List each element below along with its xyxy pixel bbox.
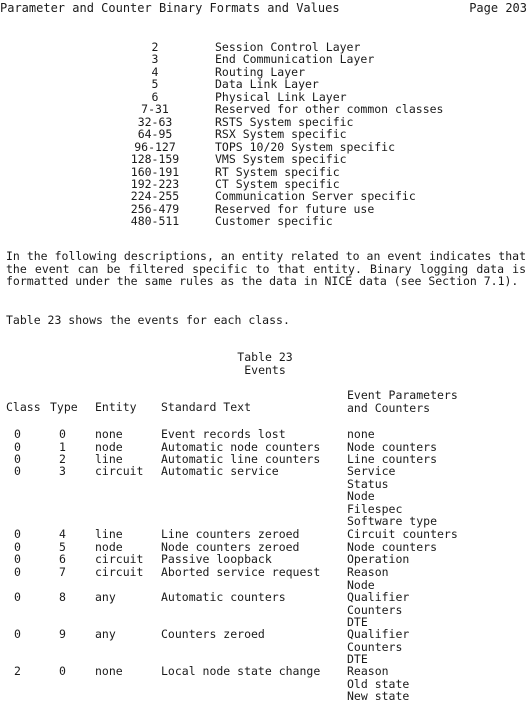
cell-parameter: Old state <box>347 676 410 691</box>
cell-class: 0 <box>14 452 21 466</box>
class-range: 192-223 <box>130 176 180 191</box>
table-row <box>0 590 531 629</box>
cell-standard-text: Line counters zeroed <box>161 527 300 541</box>
cell-parameter: Counters <box>347 602 403 617</box>
cell-entity: any <box>95 590 116 604</box>
cell-parameter: Counters <box>347 639 403 654</box>
cell-type: 0 <box>59 427 66 441</box>
cell-class: 2 <box>14 664 21 678</box>
description-paragraph: In the following descriptions, an entity related to an event indicates that the event can be filtered specific to that entity. Binary logging data is formatted under the same rules as the data in NICE data (see Section 7.1). <box>6 249 526 288</box>
cell-parameter: Software type <box>347 514 438 528</box>
cell-class: 0 <box>14 552 21 566</box>
cell-parameter: Reason <box>347 664 389 678</box>
cell-type: 6 <box>59 552 66 566</box>
table-row <box>0 552 531 565</box>
cell-class: 0 <box>14 527 21 541</box>
table-row <box>0 565 531 592</box>
cell-class: 0 <box>14 565 21 579</box>
class-description: RSX System specific <box>215 127 347 142</box>
table-row <box>0 527 531 540</box>
class-list-item <box>100 127 500 140</box>
table-row <box>0 464 531 528</box>
class-description: End Communication Layer <box>215 52 375 67</box>
cell-parameter: Status <box>347 476 389 491</box>
class-description: Communication Server specific <box>215 189 416 204</box>
cell-type: 0 <box>59 664 66 678</box>
class-range: 224-255 <box>130 189 180 204</box>
class-list-item <box>100 102 500 115</box>
cell-parameter: Qualifier <box>347 627 410 641</box>
class-range: 256-479 <box>130 201 180 216</box>
cell-parameter: Node <box>347 577 375 592</box>
table-row <box>0 627 531 666</box>
header-type: Type <box>50 400 78 414</box>
class-range: 96-127 <box>134 139 176 154</box>
cell-type: 8 <box>59 590 66 604</box>
cell-entity: node <box>95 540 123 554</box>
class-list-item <box>100 40 500 53</box>
class-list-item <box>100 202 500 215</box>
cell-parameter: Operation <box>347 552 410 566</box>
cell-entity: any <box>95 627 116 641</box>
class-description: RSTS System specific <box>215 114 354 129</box>
page-number: Page 203 <box>469 1 527 15</box>
class-list-item <box>100 140 500 153</box>
cell-standard-text: Automatic node counters <box>161 440 321 454</box>
class-list-item <box>100 165 500 178</box>
table-row <box>0 540 531 553</box>
header-standard-text: Standard Text <box>161 400 252 414</box>
class-range: 128-159 <box>130 152 180 167</box>
cell-entity: circuit <box>95 565 144 579</box>
cell-standard-text: Passive loopback <box>161 552 272 566</box>
class-list-item <box>100 77 500 90</box>
class-description: Reserved for future use <box>215 201 375 216</box>
cell-standard-text: Automatic service <box>161 464 279 478</box>
cell-class: 0 <box>14 427 21 441</box>
class-range: 2 <box>151 40 159 54</box>
class-list-item <box>100 189 500 202</box>
table-subcaption: Events <box>244 363 286 377</box>
cell-parameter: DTE <box>347 652 368 666</box>
cell-parameter: Qualifier <box>347 590 410 604</box>
cell-type: 5 <box>59 540 66 554</box>
class-description: Customer specific <box>215 214 333 229</box>
header-params-line1: Event Parameters <box>347 388 458 402</box>
class-description: RT System specific <box>215 164 340 179</box>
class-description: Physical Link Layer <box>215 89 347 104</box>
cell-entity: node <box>95 440 123 454</box>
class-range: 160-191 <box>130 164 180 179</box>
cell-standard-text: Event records lost <box>161 427 286 441</box>
cell-class: 0 <box>14 627 21 641</box>
table-caption: Table 23 <box>237 350 293 364</box>
class-description: CT System specific <box>215 176 340 191</box>
cell-parameter: Service <box>347 464 396 478</box>
cell-type: 4 <box>59 527 66 541</box>
cell-entity: circuit <box>95 552 144 566</box>
class-list-item <box>100 115 500 128</box>
class-list-item <box>100 52 500 65</box>
class-description: Data Link Layer <box>215 77 319 92</box>
cell-parameter: Node <box>347 489 375 503</box>
cell-parameter: Node counters <box>347 540 438 554</box>
cell-type: 9 <box>59 627 66 641</box>
table-row <box>0 440 531 453</box>
cell-parameter: Node counters <box>347 440 438 454</box>
class-range: 5 <box>151 77 159 92</box>
class-range: 4 <box>151 64 159 79</box>
class-list-item <box>100 177 500 190</box>
class-list-item <box>100 152 500 165</box>
cell-parameter: DTE <box>347 615 368 629</box>
cell-entity: line <box>95 527 123 541</box>
cell-parameter: Line counters <box>347 452 438 466</box>
cell-class: 0 <box>14 540 21 554</box>
page-title: Parameter and Counter Binary Formats and Values <box>0 1 340 15</box>
class-list-item <box>100 90 500 103</box>
cell-standard-text: Automatic line counters <box>161 452 321 466</box>
class-range: 32-63 <box>137 114 173 129</box>
class-range: 7-31 <box>141 102 169 117</box>
class-description: VMS System specific <box>215 152 347 167</box>
class-range: 64-95 <box>137 127 173 142</box>
class-list-item <box>100 214 500 227</box>
cell-standard-text: Counters zeroed <box>161 627 265 641</box>
header-params-line2: and Counters <box>347 401 431 415</box>
class-range: 6 <box>151 89 159 104</box>
class-description: Reserved for other common classes <box>215 102 444 117</box>
cell-class: 0 <box>14 464 21 478</box>
cell-standard-text: Local node state change <box>161 664 321 678</box>
header-class: Class <box>6 400 41 414</box>
cell-standard-text: Node counters zeroed <box>161 540 300 554</box>
cell-entity: none <box>95 427 123 441</box>
class-description: Session Control Layer <box>215 40 361 54</box>
class-list-item <box>100 65 500 78</box>
cell-standard-text: Automatic counters <box>161 590 286 604</box>
cell-entity: circuit <box>95 464 144 478</box>
class-description: Routing Layer <box>215 64 306 79</box>
cell-type: 7 <box>59 565 66 579</box>
table-reference-paragraph: Table 23 shows the events for each class. <box>6 313 290 327</box>
cell-class: 0 <box>14 590 21 604</box>
header-entity: Entity <box>95 400 137 414</box>
cell-parameter: none <box>347 427 375 441</box>
cell-parameter: Reason <box>347 565 389 579</box>
cell-type: 1 <box>59 440 66 454</box>
class-range: 3 <box>151 52 159 67</box>
cell-type: 3 <box>59 464 66 478</box>
cell-entity: none <box>95 664 123 678</box>
cell-standard-text: Aborted service request <box>161 565 321 579</box>
cell-parameter: Circuit counters <box>347 527 458 541</box>
cell-entity: line <box>95 452 123 466</box>
cell-parameter: New state <box>347 689 410 703</box>
table-row <box>0 427 531 440</box>
cell-type: 2 <box>59 452 66 466</box>
table-row <box>0 452 531 465</box>
cell-parameter: Filespec <box>347 501 403 516</box>
class-range: 480-511 <box>130 214 180 229</box>
table-row <box>0 664 531 703</box>
cell-class: 0 <box>14 440 21 454</box>
class-description: TOPS 10/20 System specific <box>215 139 396 154</box>
